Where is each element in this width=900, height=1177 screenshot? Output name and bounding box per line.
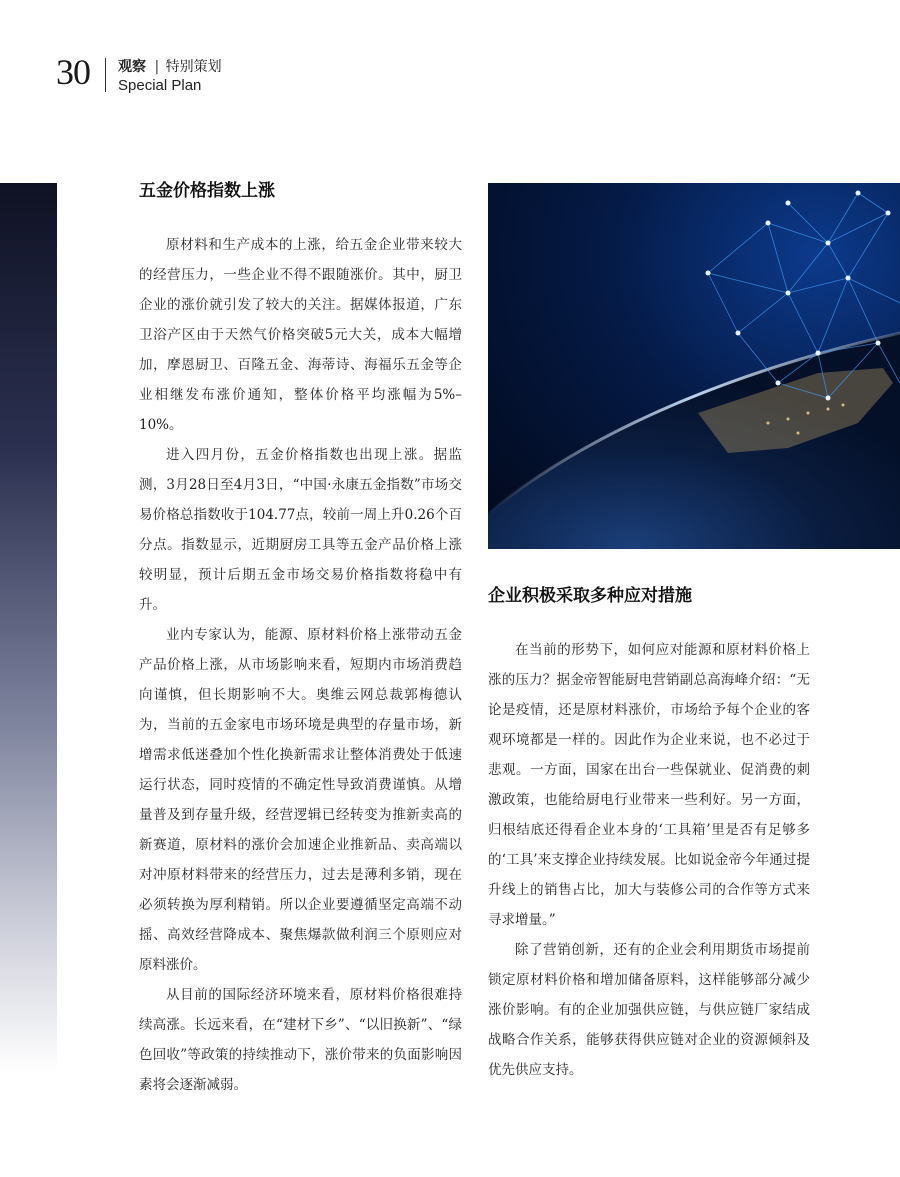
left-column [139, 230, 462, 1100]
globe-network-image [488, 183, 900, 549]
section-english-label: Special Plan [118, 77, 202, 94]
paragraph: 原材料和生产成本的上涨，给五金企业带来较大的经营压力，一些企业不得不跟随涨价。其中，厨卫企业的涨价就引发了较大的关注。据媒体报道，广东卫浴产区由于天然气价格突破5元大关，成本大幅增加，摩恩厨卫、百隆五金、海蒂诗、海福乐五金等企业相继发布涨价通知，整体价格平均涨幅为5%–10%。 [139, 237, 462, 433]
section-name: 观察 [118, 59, 146, 75]
paragraph: 从目前的国际经济环境来看，原材料价格很难持续高涨。长远来看，在“建材下乡”、“以旧换新”、“绿色回收”等政策的持续推动下，涨价带来的负面影响因素将会逐渐减弱。 [139, 987, 462, 1093]
paragraph: 进入四月份，五金价格指数也出现上涨。据监测，3月28日至4月3日，“中国·永康五金指数”市场交易价格总指数收于104.77点，较前一周上升0.26个百分点。指数显示，近期厨房工具等五金产品价格上涨较明显，预计后期五金市场交易价格指数将稳中有升。 [139, 447, 462, 613]
right-column [488, 635, 810, 1085]
decorative-side-band [0, 183, 57, 1073]
globe-network-graphic [488, 183, 900, 549]
header-divider [105, 58, 106, 92]
section-separator: | [154, 59, 160, 75]
paragraph: 除了营销创新，还有的企业会利用期货市场提前锁定原材料价格和增加储备原料，这样能够部分减少涨价影响。有的企业加强供应链，与供应链厂家结成战略合作关系，能够获得供应链对企业的资源倾斜及优先供应支持。 [488, 942, 810, 1078]
page-number: 30 [56, 52, 90, 92]
paragraph: 在当前的形势下，如何应对能源和原材料价格上涨的压力？据金帝智能厨电营销副总高海峰介绍：“无论是疫情，还是原材料涨价，市场给予每个企业的客观环境都是一样的。因此作为企业来说，也不必过于悲观。一方面，国家在出台一些保就业、促消费的刺激政策，也能给厨电行业带来一些利好。另一方面，归根结底还得看企业本身的‘工具箱’里是否有足够多的‘工具’来支撑企业持续发展。比如说金帝今年通过提升线上的销售占比，加大与装修公司的合作等方式来寻求增量。” [488, 642, 810, 928]
paragraph: 业内专家认为，能源、原材料价格上涨带动五金产品价格上涨，从市场影响来看，短期内市场消费趋向谨慎，但长期影响不大。奥维云网总裁郭梅德认为，当前的五金家电市场环境是典型的存量市场，新增需求低迷叠加个性化换新需求让整体消费处于低速运行状态，同时疫情的不确定性导致消费谨慎。从增量普及到存量升级，经营逻辑已经转变为推新卖高的新赛道，原材料的涨价会加速企业推新品、卖高端以对冲原材料带来的经营压力，过去是薄利多销，现在必须转换为厚利精销。所以企业要遵循坚定高端不动摇、高效经营降成本、聚焦爆款做利润三个原则应对原料涨价。 [139, 627, 462, 973]
section-label [118, 58, 222, 76]
heading-price-index: 五金价格指数上涨 [139, 181, 275, 201]
heading-countermeasures: 企业积极采取多种应对措施 [488, 586, 692, 606]
subsection-name: 特别策划 [165, 59, 222, 75]
